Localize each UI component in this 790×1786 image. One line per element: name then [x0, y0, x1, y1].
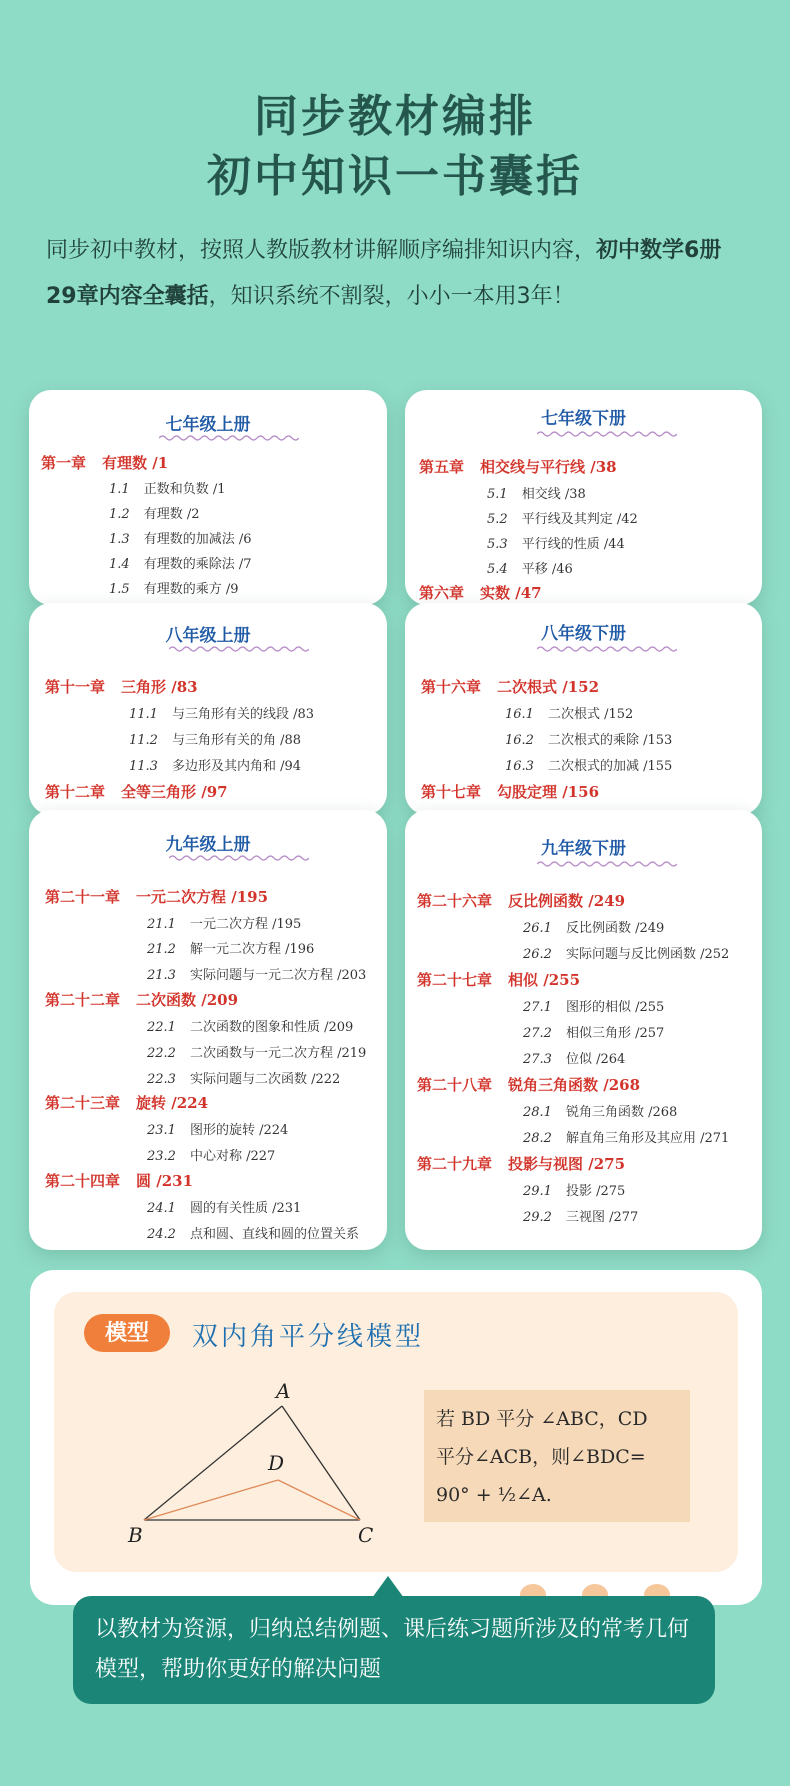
section-number: 23.1: [147, 1123, 176, 1138]
model-badge: 模型: [84, 1314, 170, 1352]
section-name: 中心对称 /227: [189, 1149, 276, 1164]
section-name: 实际问题与一元二次方程 /203: [189, 968, 367, 983]
section-number: 26.1: [523, 921, 552, 936]
section-row: [523, 996, 664, 1015]
section-row: [147, 1145, 275, 1164]
section-name: 有理数的加减法 /6: [143, 532, 252, 547]
section-number: 27.1: [523, 1000, 552, 1015]
section-row: [147, 1223, 359, 1242]
card-title: 九年级上册: [165, 835, 251, 855]
chapter-number: 第五章: [419, 458, 465, 476]
chapter-name: 二次根式 /152: [497, 678, 600, 696]
section-name: 有理数 /2: [143, 507, 200, 522]
section-number: 24.1: [147, 1201, 176, 1216]
section-number: 29.1: [523, 1184, 552, 1199]
section-row: [129, 703, 314, 722]
section-row: [147, 1197, 301, 1216]
chapter-number: 第十一章: [45, 678, 106, 696]
section-name: 平行线的性质 /44: [521, 537, 625, 552]
section-number: 24.2: [147, 1227, 176, 1242]
section-number: 21.3: [147, 968, 176, 983]
section-number: 16.3: [505, 759, 534, 774]
chapter-row: [45, 781, 228, 802]
section-row: [487, 508, 638, 527]
wavy-divider: [169, 854, 309, 862]
section-row: [523, 1180, 625, 1199]
section-number: 21.2: [147, 942, 176, 957]
section-number: 11.1: [129, 707, 158, 722]
chapter-name: 旋转 /224: [136, 1094, 209, 1112]
section-name: 锐角三角函数 /268: [565, 1105, 678, 1120]
label-b: B: [128, 1523, 143, 1547]
chapter-name: 全等三角形 /97: [121, 783, 228, 801]
bubble-pointer: [372, 1576, 404, 1598]
section-name: 二次根式的乘除 /153: [547, 733, 673, 748]
section-row: [109, 478, 225, 497]
section-name: 平行线及其判定 /42: [521, 512, 638, 527]
section-name: 二次函数与一元二次方程 /219: [189, 1046, 367, 1061]
section-name: 反比例函数 /249: [565, 921, 665, 936]
label-a: A: [276, 1379, 291, 1403]
section-name: 实际问题与二次函数 /222: [189, 1072, 341, 1087]
section-number: 21.1: [147, 917, 176, 932]
section-row: [487, 558, 573, 577]
wavy-divider: [537, 860, 677, 868]
section-name: 一元二次方程 /195: [189, 917, 302, 932]
card-grade8-vol2: [405, 603, 762, 815]
section-number: 27.2: [523, 1026, 552, 1041]
section-row: [147, 1016, 353, 1035]
triangle-diagram: [114, 1370, 394, 1550]
section-row: [129, 755, 301, 774]
section-name: 有理数的乘方 /9: [143, 582, 239, 597]
section-row: [523, 917, 664, 936]
chapter-row: [419, 456, 617, 477]
section-name: 图形的旋转 /224: [189, 1123, 289, 1138]
section-name: 与三角形有关的线段 /83: [171, 707, 315, 722]
chapter-name: 二次函数 /209: [136, 991, 239, 1009]
chapter-number: 第二十四章: [45, 1172, 121, 1190]
chapter-number: 第十六章: [421, 678, 482, 696]
section-name: 圆的有关性质 /231: [189, 1201, 302, 1216]
section-name: 三视图 /277: [565, 1210, 639, 1225]
section-row: [109, 528, 251, 547]
chapter-number: 第二十六章: [417, 892, 493, 910]
section-row: [505, 703, 633, 722]
section-row: [523, 1206, 638, 1225]
wavy-divider: [537, 645, 677, 653]
section-name: 点和圆、直线和圆的位置关系: [189, 1227, 359, 1242]
label-c: C: [358, 1523, 374, 1547]
page-title-line1: 同步教材编排: [254, 91, 536, 142]
section-row: [147, 913, 301, 932]
chapter-number: 第二十二章: [45, 991, 121, 1009]
chapter-name: 相似 /255: [508, 971, 581, 989]
section-number: 1.3: [109, 532, 130, 547]
chapter-row: [417, 890, 625, 911]
intro-part2: ，知识系统不割裂，小小一本用3年！: [208, 284, 575, 309]
chapter-row: [419, 582, 542, 603]
side-ac: [282, 1406, 360, 1520]
section-name: 解直角三角形及其应用 /271: [565, 1131, 730, 1146]
model-title: 双内角平分线模型: [192, 1322, 425, 1352]
section-row: [109, 553, 251, 572]
chapter-name: 圆 /231: [136, 1172, 194, 1190]
wavy-divider: [159, 434, 299, 442]
model-card: [54, 1292, 738, 1572]
section-row: [147, 1119, 288, 1138]
card-grade9-vol1: [29, 810, 387, 1250]
card-grade7-vol1: [29, 390, 387, 605]
theorem-line1: 若 BD 平分 ∠ABC，CD: [436, 1408, 648, 1430]
section-name: 位似 /264: [565, 1052, 626, 1067]
section-name: 二次根式 /152: [547, 707, 634, 722]
card-title: 七年级上册: [165, 415, 251, 435]
section-name: 二次根式的加减 /155: [547, 759, 673, 774]
chapter-name: 有理数 /1: [102, 454, 169, 472]
chapter-row: [421, 781, 599, 802]
chapter-row: [417, 1074, 640, 1095]
chapter-name: 一元二次方程 /195: [136, 888, 269, 906]
section-row: [147, 964, 366, 983]
section-name: 相交线 /38: [521, 487, 586, 502]
section-number: 5.1: [487, 487, 508, 502]
intro-paragraph: [46, 228, 746, 320]
section-number: 11.2: [129, 733, 158, 748]
section-row: [523, 943, 729, 962]
intro-part1: 同步初中教材，按照人教版教材讲解顺序编排知识内容，: [46, 238, 597, 263]
chapter-number: 第六章: [419, 584, 465, 602]
section-number: 16.2: [505, 733, 534, 748]
chapter-name: 三角形 /83: [121, 678, 198, 696]
page-title-line2: 初中知识一书囊括: [207, 151, 583, 202]
section-name: 多边形及其内角和 /94: [171, 759, 302, 774]
chapter-name: 锐角三角函数 /268: [508, 1076, 641, 1094]
section-number: 1.5: [109, 582, 130, 597]
intro-bold: 初中数学6册29章内容全囊括: [46, 238, 722, 309]
chapter-name: 勾股定理 /156: [497, 783, 600, 801]
chapter-name: 相交线与平行线 /38: [480, 458, 617, 476]
chapter-row: [417, 969, 580, 990]
section-number: 29.2: [523, 1210, 552, 1225]
section-name: 平移 /46: [521, 562, 573, 577]
bisector-bd: [144, 1480, 278, 1520]
section-row: [147, 1068, 340, 1087]
model-panel: [30, 1270, 762, 1605]
section-name: 解一元二次方程 /196: [189, 942, 315, 957]
section-name: 有理数的乘除法 /7: [143, 557, 252, 572]
chapter-number: 第一章: [41, 454, 87, 472]
chapter-row: [421, 676, 599, 697]
section-number: 1.2: [109, 507, 130, 522]
section-number: 1.1: [109, 482, 130, 497]
section-number: 28.2: [523, 1131, 552, 1146]
section-number: 27.3: [523, 1052, 552, 1067]
chapter-number: 第十七章: [421, 783, 482, 801]
bisector-cd: [278, 1480, 360, 1520]
section-number: 11.3: [129, 759, 158, 774]
chapter-row: [45, 989, 238, 1010]
theorem-text: [436, 1400, 686, 1514]
section-row: [129, 729, 301, 748]
chapter-row: [45, 1092, 208, 1113]
chapter-name: 实数 /47: [480, 584, 542, 602]
chapter-row: [45, 1170, 193, 1191]
chapter-row: [417, 1153, 625, 1174]
card-title: 八年级上册: [165, 626, 251, 646]
section-row: [147, 1042, 366, 1061]
chapter-number: 第二十三章: [45, 1094, 121, 1112]
section-row: [523, 1048, 625, 1067]
wavy-divider: [537, 430, 677, 438]
label-d: D: [268, 1451, 285, 1475]
chapter-name: 反比例函数 /249: [508, 892, 626, 910]
section-number: 5.4: [487, 562, 508, 577]
section-number: 22.3: [147, 1072, 176, 1087]
section-row: [505, 729, 672, 748]
section-number: 5.3: [487, 537, 508, 552]
section-number: 22.1: [147, 1020, 176, 1035]
section-row: [147, 938, 314, 957]
chapter-row: [41, 452, 168, 473]
card-grade7-vol2: [405, 390, 762, 605]
card-title: 七年级下册: [541, 409, 626, 429]
chapter-number: 第十二章: [45, 783, 106, 801]
card-title: 八年级下册: [541, 624, 626, 644]
chapter-row: [45, 886, 268, 907]
section-name: 正数和负数 /1: [143, 482, 226, 497]
chapter-number: 第二十一章: [45, 888, 121, 906]
section-name: 图形的相似 /255: [565, 1000, 665, 1015]
section-name: 投影 /275: [565, 1184, 626, 1199]
callout-bubble: [73, 1596, 715, 1704]
callout-text: 以教材为资源，归纳总结例题、课后练习题所涉及的常考几何模型，帮助你更好的解决问题: [95, 1617, 690, 1682]
card-grade9-vol2: [405, 810, 762, 1250]
chapter-number: 第二十八章: [417, 1076, 493, 1094]
section-number: 26.2: [523, 947, 552, 962]
chapter-number: 第二十九章: [417, 1155, 493, 1173]
chapter-row: [45, 676, 198, 697]
section-name: 二次函数的图象和性质 /209: [189, 1020, 354, 1035]
section-row: [487, 533, 625, 552]
section-number: 1.4: [109, 557, 130, 572]
section-name: 与三角形有关的角 /88: [171, 733, 302, 748]
section-row: [523, 1127, 729, 1146]
section-row: [523, 1101, 677, 1120]
side-ab: [144, 1406, 285, 1520]
section-name: 实际问题与反比例函数 /252: [565, 947, 730, 962]
section-number: 28.1: [523, 1105, 552, 1120]
wavy-divider: [169, 645, 309, 653]
section-number: 16.1: [505, 707, 534, 722]
theorem-note: [424, 1390, 690, 1522]
theorem-line2: 平分∠ACB，则∠BDC=: [436, 1446, 646, 1468]
theorem-line3: 90° + ½∠A.: [436, 1484, 552, 1506]
section-name: 相似三角形 /257: [565, 1026, 665, 1041]
section-number: 22.2: [147, 1046, 176, 1061]
section-row: [487, 483, 586, 502]
card-grade8-vol1: [29, 603, 387, 815]
section-row: [109, 503, 199, 522]
section-number: 23.2: [147, 1149, 176, 1164]
chapter-number: 第二十七章: [417, 971, 493, 989]
chapter-name: 投影与视图 /275: [508, 1155, 626, 1173]
section-row: [505, 755, 672, 774]
section-row: [523, 1022, 664, 1041]
section-row: [109, 578, 238, 597]
card-title: 九年级下册: [541, 839, 626, 859]
section-number: 5.2: [487, 512, 508, 527]
